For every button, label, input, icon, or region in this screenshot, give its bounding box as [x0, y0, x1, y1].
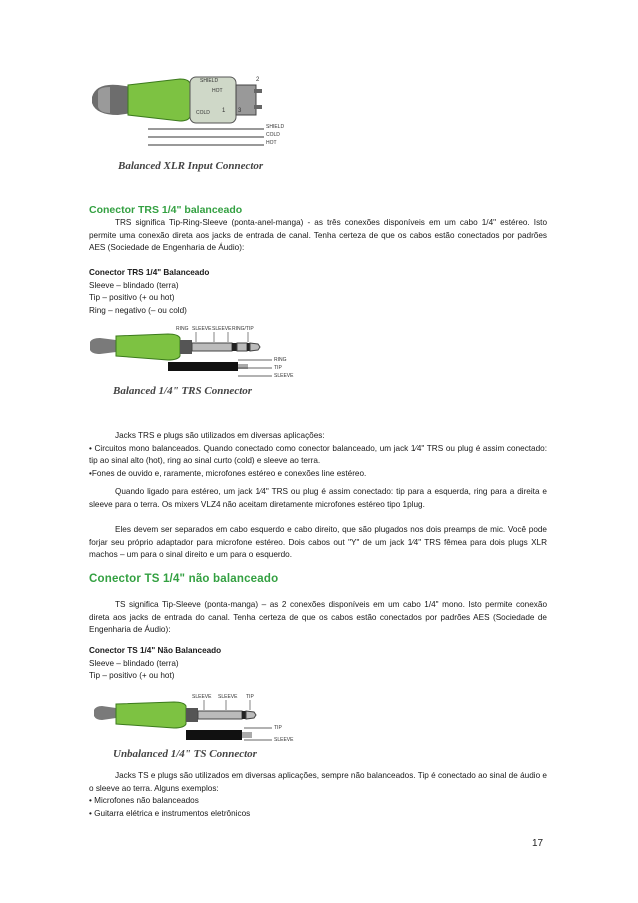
trs-side-label-sleeve: SLEEVE: [274, 373, 294, 379]
xlr-label-shield: SHIELD: [266, 124, 285, 130]
trs-section-heading: Conector TRS 1/4" balanceado: [89, 204, 243, 216]
trs-item-ring: Ring – negativo (– ou cold): [89, 305, 187, 315]
ts-item-sleeve: Sleeve – blindado (terra): [89, 658, 179, 668]
xlr-label-shield-top: SHIELD: [200, 78, 219, 84]
ts-side-label-tip: TIP: [274, 725, 282, 731]
ts-side-label-sleeve: SLEEVE: [274, 737, 294, 743]
ts-subheading: Conector TS 1/4" Não Balanceado: [89, 646, 222, 655]
xlr-pin-1: 1: [222, 108, 226, 114]
xlr-pin-3: 3: [238, 108, 242, 114]
trs-use-headphones: •Fones de ouvido e, raramente, microfones estéreo e conexões line estéreo.: [89, 468, 367, 478]
trs-side-label-ring: RING: [274, 357, 287, 363]
trs-definition-block: [89, 267, 547, 317]
trs-uses-intro: Jacks TRS e plugs são utilizados em diversas aplicações:: [115, 431, 325, 440]
ts-item-tip: Tip – positivo (+ ou hot): [89, 671, 175, 681]
xlr-label-hot-top: HOT: [212, 88, 223, 94]
trs-item-sleeve: Sleeve – blindado (terra): [89, 280, 179, 290]
ts-connector-figure: [88, 694, 294, 764]
ts-caption: Unbalanced 1/4" TS Connector: [113, 748, 257, 760]
trs-uses-block: [89, 430, 547, 480]
trs-intro-block: [89, 217, 547, 255]
ts-example-guitar: • Guitarra elétrica e instrumentos eletrônicos: [89, 808, 251, 818]
trs-side-label-tip: TIP: [274, 365, 282, 371]
ts-uses-paragraph: Jacks TS e plugs são utilizados em diversas aplicações, sempre não balanceados. Tip é conectado ao sinal de áudio e o sleeve ao terra. Alguns exemplos:: [89, 771, 547, 793]
trs-caption: Balanced 1/4" TRS Connector: [113, 385, 253, 397]
ts-example-mics: • Microfones não balanceados: [89, 796, 199, 806]
ts-intro-paragraph: TS significa Tip-Sleeve (ponta-manga) – as 2 conexões disponíveis em um cabo 1/4" mono. Isto permite conexão direta aos jacks de entrada do canal. Tenha certeza de que os cabos estão conectados por padrões AES (Sociedade de Engenharia de Áudio):: [89, 600, 547, 635]
xlr-pin-2: 2: [256, 77, 260, 83]
trs-separate-paragraph: Eles devem ser separados em cabo esquerdo e cabo direito, que são plugados nos dois preamps de mic. Você pode forjar seu próprio adaptador para microfone estéreo. Dois cabos out "Y" de um jack 1⁄4" TRS fêmea para dois plugs XLR machos – um para o sinal direito e um para o esquerdo.: [89, 525, 547, 560]
trs-item-tip: Tip – positivo (+ ou hot): [89, 293, 175, 303]
xlr-caption: Balanced XLR Input Connector: [118, 160, 264, 172]
ts-section-heading: Conector TS 1/4" não balanceado: [89, 573, 279, 585]
trs-intro-paragraph: TRS significa Tip-Ring-Sleeve (ponta-anel-manga) - as três conexões disponíveis em um cabo 1/4" estéreo. Isto permite uma conexão direta aos jacks de entrada de canal. Tenha certeza de que os cabos estão conectados por padrões AES (Sociedade de Engenharia de Áudio):: [89, 218, 547, 253]
ts-top-label-sleeve-2: SLEEVE: [218, 694, 238, 700]
xlr-label-cold: COLD: [266, 132, 280, 138]
trs-top-label-ring: RING: [176, 326, 189, 332]
ts-uses-block: [89, 770, 547, 820]
ts-definition-block: [89, 645, 547, 683]
xlr-label-hot: HOT: [266, 140, 277, 146]
trs-top-label-sleeve-1: SLEEVE: [192, 326, 212, 332]
trs-top-label-ringtip: RING/TIP: [232, 326, 254, 332]
ts-top-label-sleeve-1: SLEEVE: [192, 694, 212, 700]
trs-stereo-block: [89, 486, 547, 511]
trs-connector-figure: [88, 322, 294, 402]
page-number: 17: [532, 838, 544, 849]
trs-use-mono: • Circuitos mono balanceados. Quando conectado como conector balanceado, um jack 1⁄4" TRS ou plug é assim conectado: tip ao sinal alto (hot), ring ao sinal curto (cold) e sleeve ao terra.: [89, 443, 547, 466]
ts-intro-block: [89, 599, 547, 637]
trs-separate-block: [89, 524, 547, 562]
ts-top-label-tip: TIP: [246, 694, 254, 700]
trs-stereo-paragraph: Quando ligado para estéreo, um jack 1⁄4" TRS ou plug é assim conectado: tip para a esquerda, ring para a direita e sleeve para o terra. Os mixers VLZ4 não aceitam diretamente microfones estéreo tipo 1plug.: [89, 487, 547, 509]
xlr-label-cold-top: COLD: [196, 110, 210, 116]
xlr-connector-figure: [88, 55, 288, 185]
trs-top-label-sleeve-2: SLEEVE: [212, 326, 232, 332]
trs-subheading: Conector TRS 1/4" Balanceado: [89, 268, 210, 277]
